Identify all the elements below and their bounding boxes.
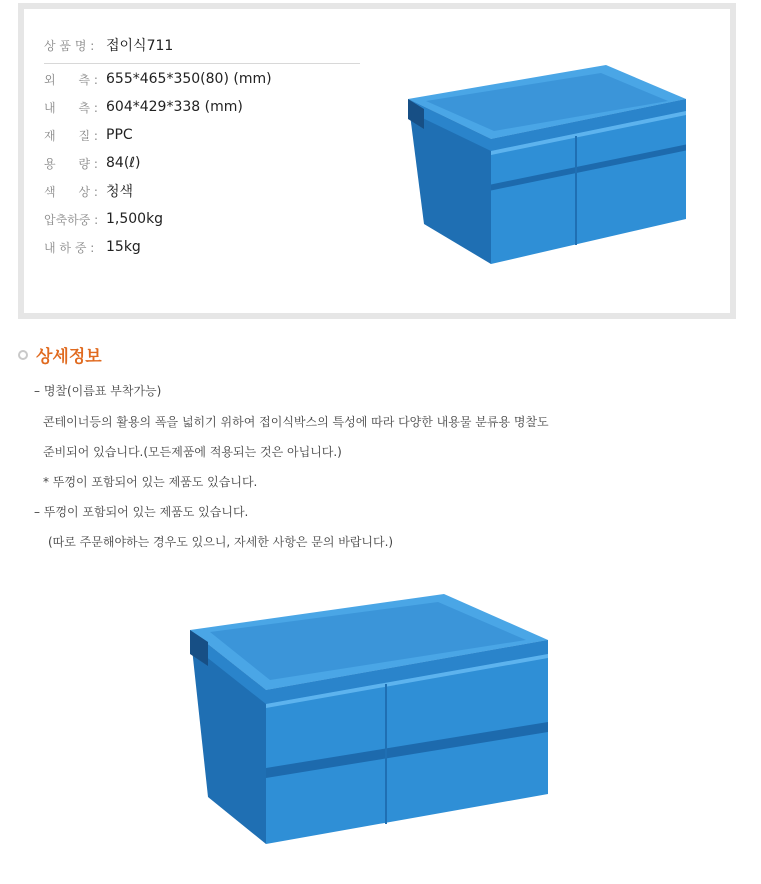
spec-label: 내 하 중 :	[44, 240, 95, 255]
spec-row-load	[44, 237, 141, 257]
detail-line: 콘테이너등의 활용의 폭을 넓히기 위하여 접이식박스의 특성에 따라 다양한 내용물 분류용 명찰도	[43, 415, 549, 429]
spec-value: 접이식711	[106, 38, 174, 54]
spec-row-material	[44, 125, 133, 145]
detail-header	[18, 342, 102, 367]
spec-row-outer	[44, 69, 272, 89]
spec-value: 84(ℓ)	[106, 155, 141, 171]
spec-label: 상 품 명 :	[44, 38, 95, 53]
spec-label: 외 측 :	[44, 72, 98, 87]
spec-panel	[18, 3, 736, 319]
spec-row-color	[44, 181, 133, 201]
spec-value: 604*429*338 (mm)	[106, 99, 243, 115]
spec-label: 재 질 :	[44, 128, 98, 143]
detail-line: 준비되어 있습니다.(모든제품에 적용되는 것은 아닙니다.)	[43, 445, 342, 459]
product-image-crate	[396, 59, 696, 269]
spec-value: 15kg	[106, 239, 141, 255]
spec-label: 내 측 :	[44, 100, 98, 115]
spec-label: 압축하중 :	[44, 212, 99, 227]
spec-label: 용 량 :	[44, 156, 98, 171]
detail-line: * 뚜껑이 포함되어 있는 제품도 있습니다.	[43, 475, 258, 489]
spec-row-inner	[44, 97, 243, 117]
spec-value: 655*465*350(80) (mm)	[106, 71, 272, 87]
spec-value: 청색	[106, 184, 134, 200]
divider	[44, 63, 360, 64]
spec-panel-inner	[24, 9, 730, 313]
detail-line: – 뚜껑이 포함되어 있는 제품도 있습니다.	[34, 505, 249, 519]
detail-title: 상세정보	[36, 347, 102, 367]
spec-row-compression	[44, 209, 163, 229]
detail-line: (따로 주문해야하는 경우도 있으니, 자세한 사항은 문의 바랍니다.)	[48, 535, 394, 549]
detail-line: – 명찰(이름표 부착가능)	[34, 384, 162, 398]
spec-row-capacity	[44, 153, 141, 173]
bullet-icon	[18, 350, 28, 360]
spec-value: 1,500kg	[106, 211, 164, 227]
product-image-crate-large	[186, 592, 554, 852]
spec-value: PPC	[106, 127, 133, 143]
spec-row-name	[44, 35, 173, 55]
spec-label: 색 상 :	[44, 184, 98, 199]
